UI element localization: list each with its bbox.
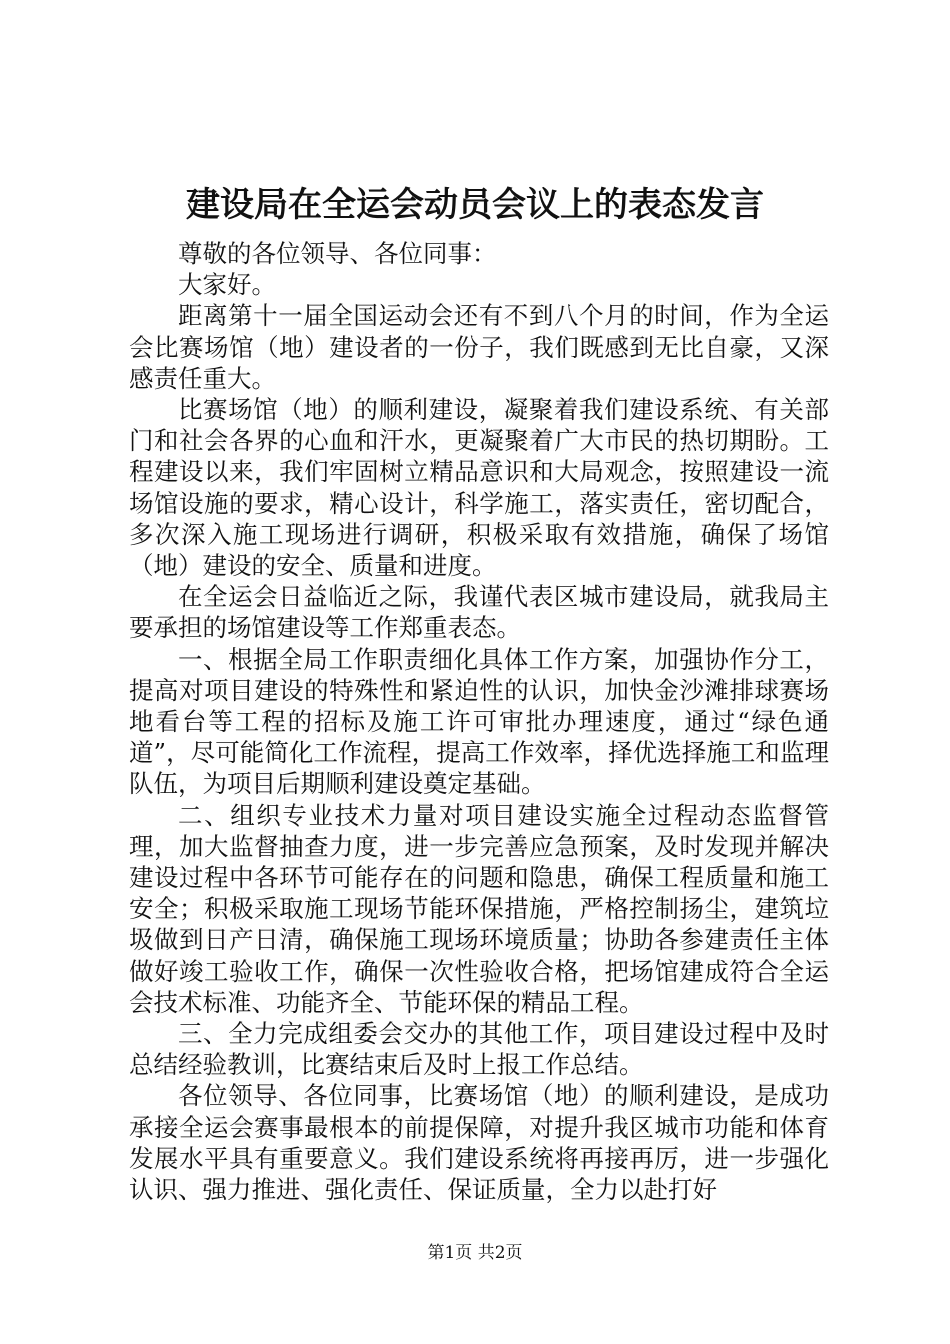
paragraph: 二、组织专业技术力量对项目建设实施全过程动态监督管理，加大监督抽查力度，进一步完善应急预案，及时发现并解决建设过程中各环节可能存在的问题和隐患，确保工程质量和施工安全；积极采取施工现场节能环保措施，严格控制扬尘，建筑垃圾做到日产日清，确保施工现场环境质量；协助各参建责任主体做好竣工验收工作，确保一次性验收合格，把场馆建成符合全运会技术标准、功能齐全、节能环保的精品工程。 bbox=[129, 800, 829, 1017]
document-body bbox=[129, 238, 829, 1205]
paragraph: 距离第十一届全国运动会还有不到八个月的时间，作为全运会比赛场馆（地）建设者的一份子，我们既感到无比自豪，又深感责任重大。 bbox=[129, 301, 829, 393]
paragraph: 在全运会日益临近之际，我谨代表区城市建设局，就我局主要承担的场馆建设等工作郑重表态。 bbox=[129, 582, 829, 643]
paragraph: 一、根据全局工作职责细化具体工作方案，加强协作分工，提高对项目建设的特殊性和紧迫性的认识，加快金沙滩排球赛场地看台等工程的招标及施工许可审批办理速度，通过“绿色通道”，尽可能简化工作流程，提高工作效率，择优选择施工和监理队伍，为项目后期顺利建设奠定基础。 bbox=[129, 644, 829, 799]
paragraph: 三、全力完成组委会交办的其他工作，项目建设过程中及时总结经验教训，比赛结束后及时上报工作总结。 bbox=[129, 1019, 829, 1080]
salutation: 尊敬的各位领导、各位同事： bbox=[178, 239, 497, 268]
document-title: 建设局在全运会动员会议上的表态发言 bbox=[186, 185, 764, 225]
greeting: 大家好。 bbox=[178, 270, 276, 300]
paragraph: 各位领导、各位同事，比赛场馆（地）的顺利建设，是成功承接全运会赛事最根本的前提保障，对提升我区城市功能和体育发展水平具有重要意义。我们建设系统将再接再厉，进一步强化认识、强力推进、强化责任、保证质量，全力以赴打好 bbox=[129, 1081, 829, 1205]
page-number-footer: 第1页 共2页 bbox=[427, 1243, 523, 1263]
paragraph: 比赛场馆（地）的顺利建设，凝聚着我们建设系统、有关部门和社会各界的心血和汗水，更凝聚着广大市民的热切期盼。工程建设以来，我们牢固树立精品意识和大局观念，按照建设一流场馆设施的要求，精心设计，科学施工，落实责任，密切配合，多次深入施工现场进行调研，积极采取有效措施，确保了场馆（地）建设的安全、质量和进度。 bbox=[129, 395, 829, 581]
